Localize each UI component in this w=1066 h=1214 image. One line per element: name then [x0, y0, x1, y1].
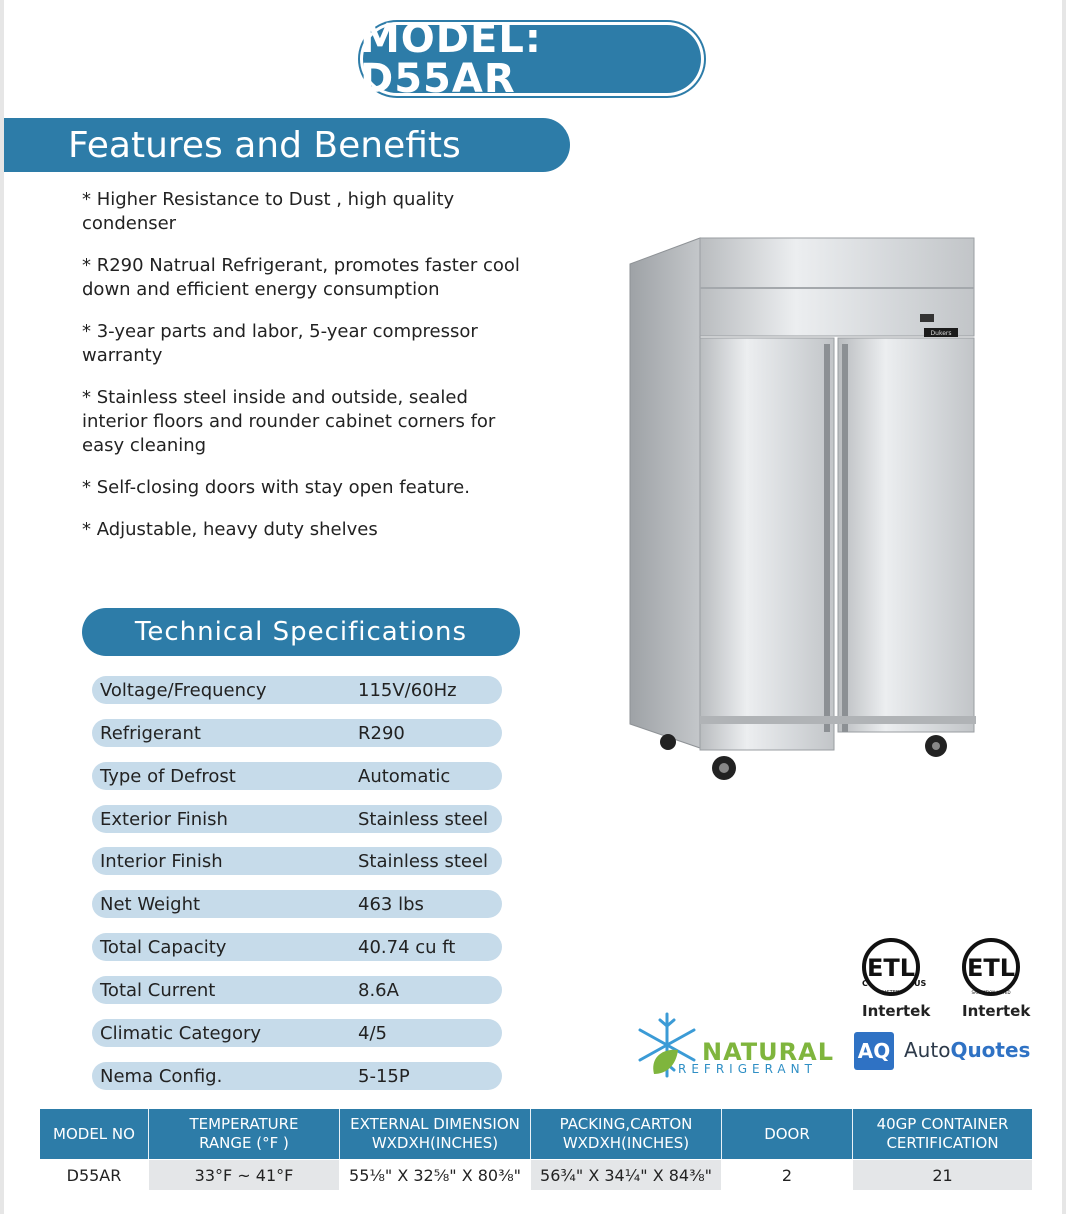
feature-item: * Adjustable, heavy duty shelves — [82, 519, 378, 540]
brand-badge: Dukers — [930, 330, 952, 337]
etl-mark: ETL — [966, 954, 1016, 982]
spec-value: R290 — [358, 722, 405, 744]
spec-row — [92, 805, 502, 833]
spec-label: Interior Finish — [100, 850, 223, 872]
spec-label: Refrigerant — [100, 722, 201, 744]
spec-label: Total Capacity — [100, 936, 227, 958]
refrigerant-word: REFRIGERANT — [678, 1062, 817, 1076]
table-header-cell: TEMPERATURE RANGE (°F ) — [189, 1115, 299, 1152]
table-cell: 56¾" X 34¼" X 84⅜" — [531, 1160, 721, 1190]
etl-listed-icon — [860, 936, 927, 998]
autoquotes-wordmark — [904, 1038, 1030, 1062]
table-header-cell: PACKING,CARTON WXDXH(INCHES) — [559, 1115, 693, 1152]
spec-label: Climatic Category — [100, 1022, 262, 1044]
table-header-cell: DOOR — [764, 1124, 810, 1143]
spec-value: 40.74 cu ft — [358, 936, 456, 958]
spec-value: 4/5 — [358, 1022, 387, 1044]
autoquotes-prefix: Auto — [904, 1038, 951, 1062]
spec-row — [92, 890, 502, 918]
table-header-cell: EXTERNAL DIMENSION WXDXH(INCHES) — [350, 1115, 520, 1152]
intertek-caption: Intertek — [962, 1002, 1031, 1020]
spec-row — [92, 676, 502, 704]
spec-label: Net Weight — [100, 893, 201, 915]
etl-mark: ETL — [866, 954, 916, 982]
spec-label: Voltage/Frequency — [100, 679, 267, 701]
etl-us: US — [914, 979, 927, 988]
table-cell: 55⅛" X 32⅝" X 80⅜" — [349, 1165, 521, 1185]
spec-value: 463 lbs — [358, 893, 424, 915]
etl-sanitation-icon — [960, 936, 1022, 998]
refrigerator-image — [628, 236, 978, 786]
spec-value: Stainless steel — [358, 850, 489, 872]
etl-c: C — [862, 979, 868, 988]
table-cell: D55AR — [66, 1165, 122, 1185]
spec-value: 8.6A — [358, 979, 399, 1001]
autoquotes-suffix: Quotes — [950, 1038, 1031, 1062]
table-row — [40, 1160, 1032, 1190]
features-heading: Features and Benefits — [4, 118, 570, 172]
feature-item: * R290 Natrual Refrigerant, promotes faster cool down and efficient energy consumption — [82, 255, 520, 300]
spec-value: 5-15P — [358, 1065, 410, 1087]
spec-row — [92, 762, 502, 790]
spec-row — [92, 933, 502, 961]
page-border-left — [0, 0, 4, 1214]
model-title-text: MODEL: D55AR — [360, 16, 542, 102]
spec-value: 115V/60Hz — [358, 679, 457, 701]
model-title — [360, 16, 704, 102]
spec-value: Automatic — [358, 765, 451, 787]
feature-item: * Higher Resistance to Dust , high quality condenser — [82, 189, 455, 234]
spec-row — [92, 1062, 502, 1090]
table-cell: 21 — [853, 1160, 1032, 1190]
spec-label: Total Current — [100, 979, 216, 1001]
specs-heading: Technical Specifications — [82, 608, 520, 656]
spec-label: Type of Defrost — [100, 765, 236, 787]
spec-row — [92, 847, 502, 875]
table-header-cell: 40GP CONTAINER CERTIFICATION — [876, 1115, 1009, 1152]
etl-sanitation: SANITATION LISTED — [971, 990, 1011, 995]
spec-value: Stainless steel — [358, 808, 489, 830]
etl-listed: LISTED — [882, 990, 900, 996]
spec-row — [92, 1019, 502, 1047]
table-header-cell: MODEL NO — [53, 1124, 135, 1143]
caster-wheel — [660, 734, 676, 750]
natural-refrigerant-logo — [632, 1010, 842, 1080]
natural-word: NATURAL — [702, 1038, 835, 1066]
features-list — [82, 188, 532, 560]
spec-table-header — [40, 1109, 1032, 1159]
spec-label: Exterior Finish — [100, 808, 228, 830]
autoquotes-logo-icon: AQ — [854, 1032, 894, 1070]
feature-item: * Stainless steel inside and outside, sealed interior floors and rounder cabinet corners for easy cleaning — [82, 387, 496, 456]
door-handle-right — [842, 344, 848, 732]
feature-item: * Self-closing doors with stay open feature. — [82, 477, 470, 498]
table-cell: 2 — [781, 1165, 793, 1185]
door-handle-left — [824, 344, 830, 732]
spec-row — [92, 719, 502, 747]
table-cell: 33°F ~ 41°F — [149, 1160, 339, 1190]
control-display — [920, 314, 934, 322]
intertek-caption: Intertek — [862, 1002, 931, 1020]
feature-item: * 3-year parts and labor, 5-year compressor warranty — [82, 321, 478, 366]
page-border-right — [1062, 0, 1066, 1214]
spec-label: Nema Config. — [100, 1065, 223, 1087]
spec-row — [92, 976, 502, 1004]
